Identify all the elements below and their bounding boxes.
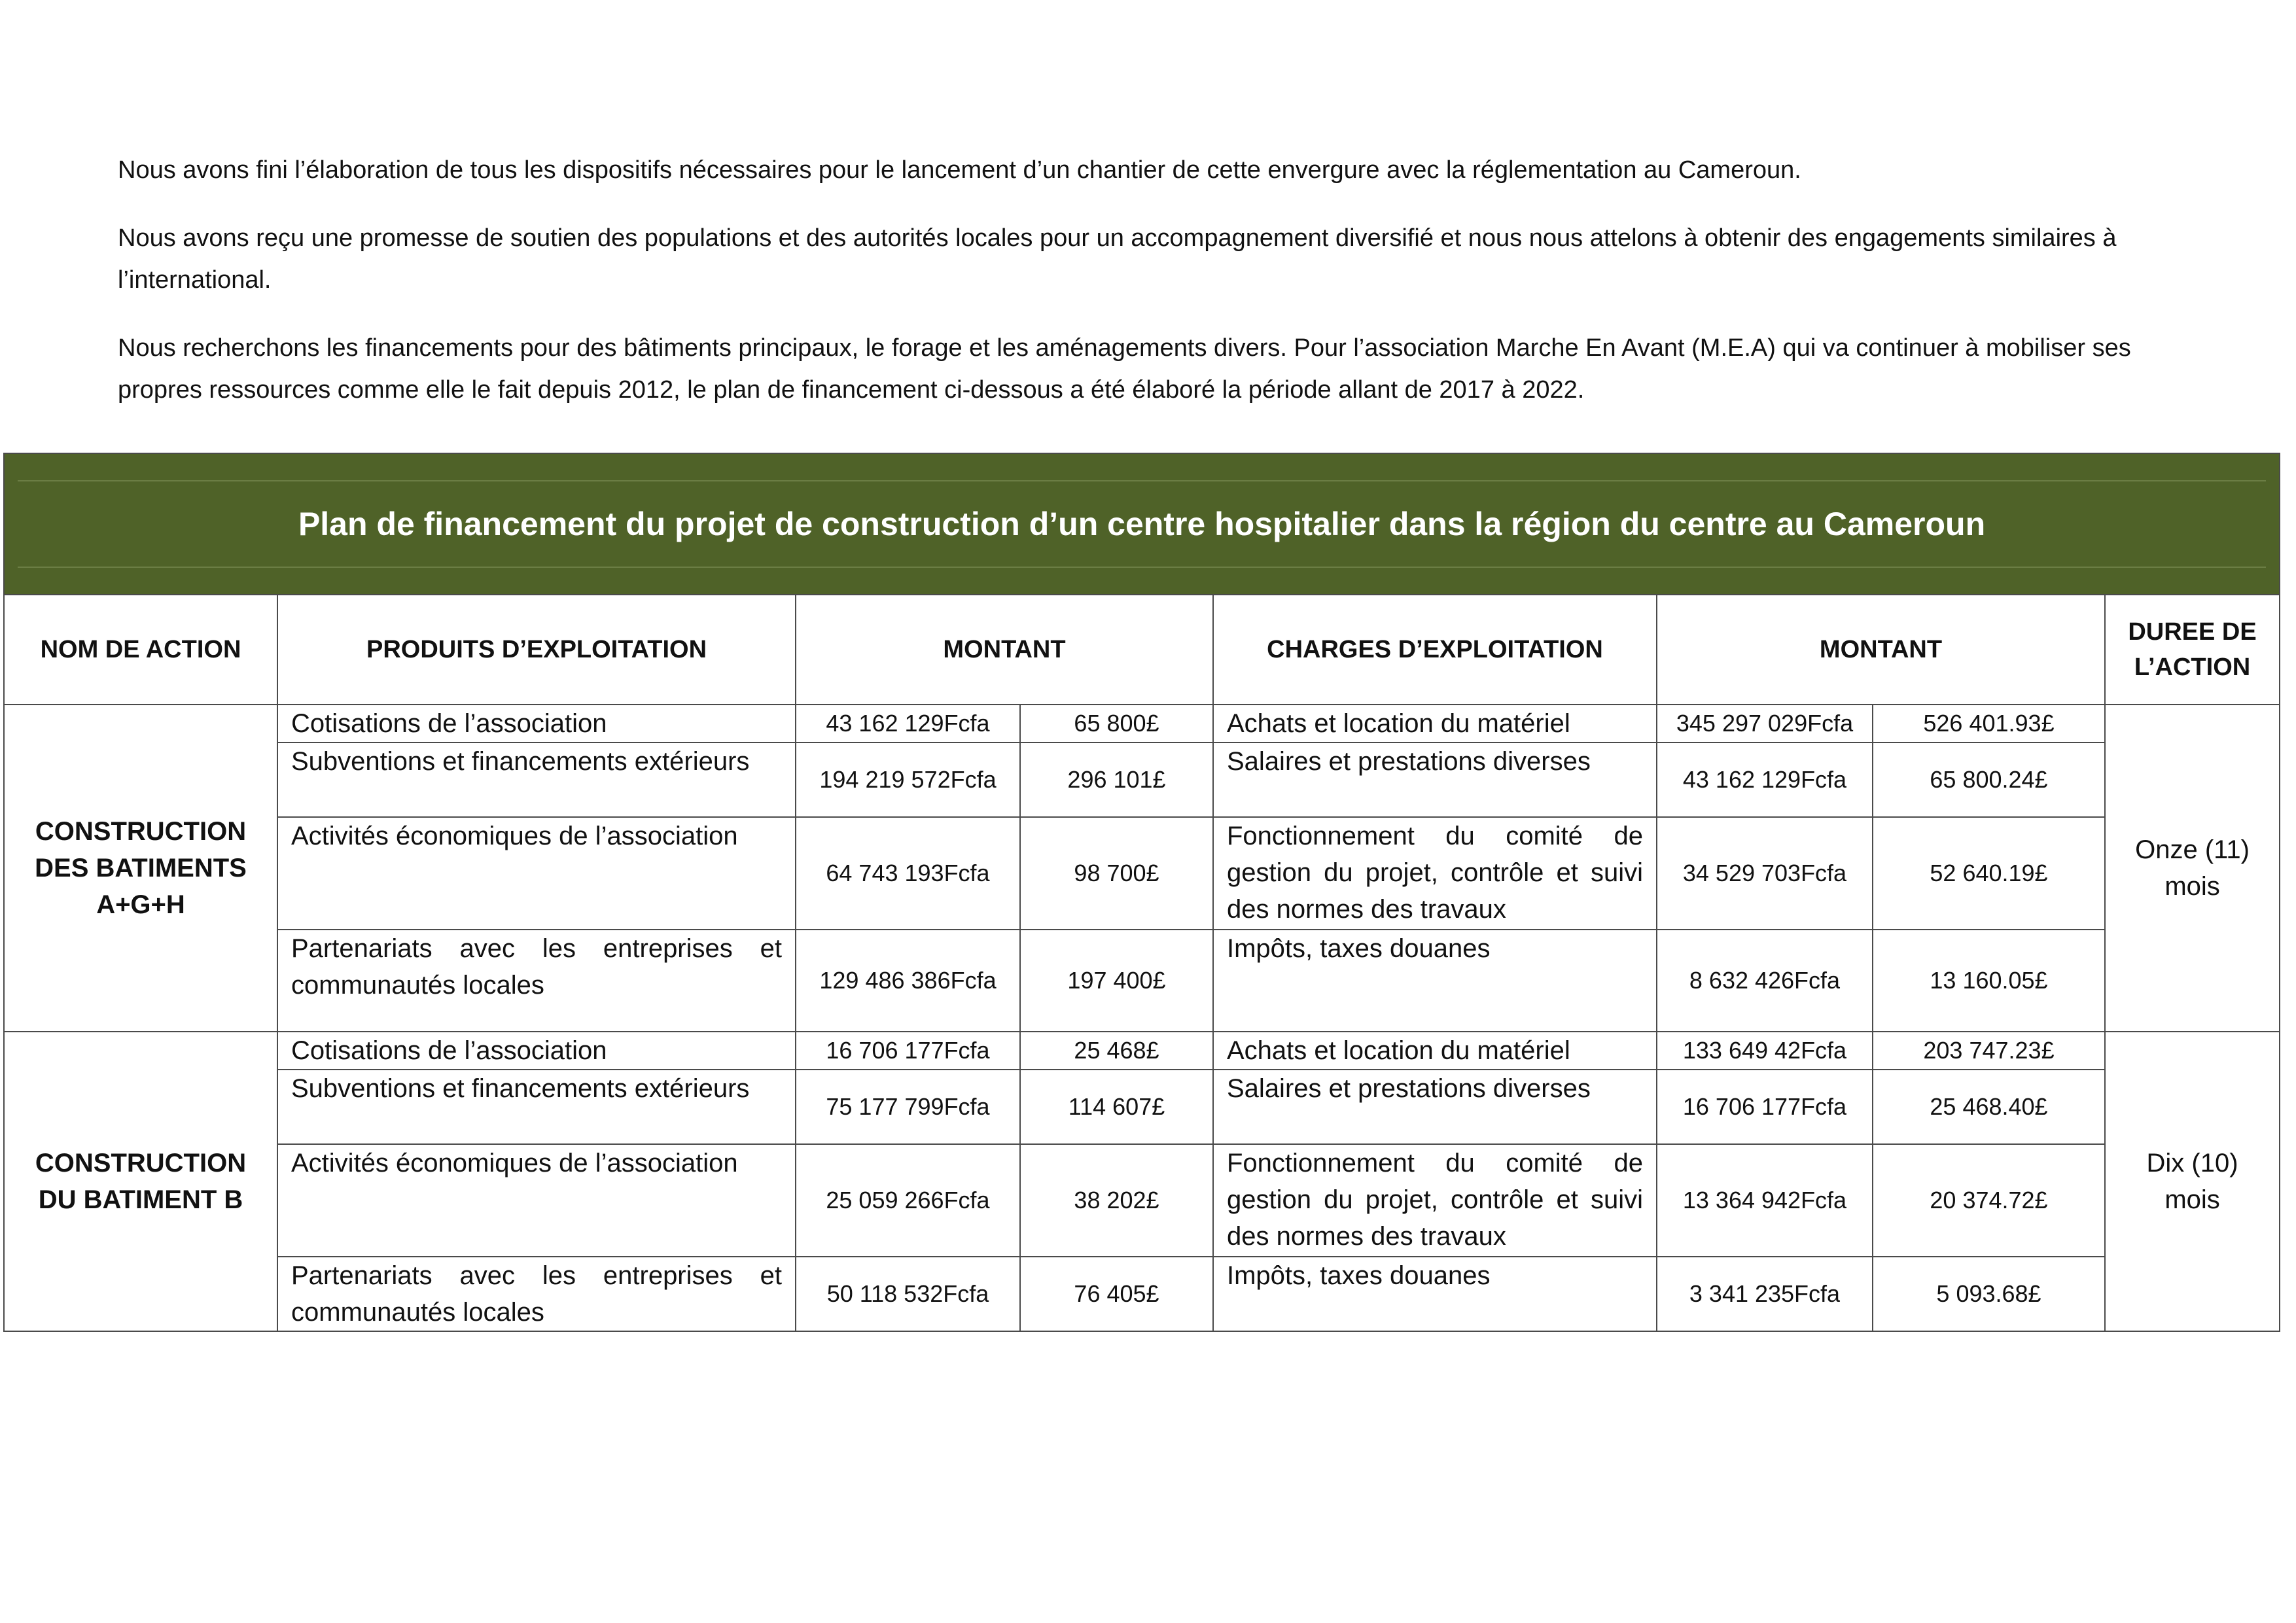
produit-label: Partenariats avec les entreprises et communautés locales <box>277 1257 796 1331</box>
produit-fcfa: 50 118 532Fcfa <box>796 1257 1020 1331</box>
intro-paragraph: Nous recherchons les financements pour des bâtiments principaux, le forage et les aménagements divers. Pour l’association Marche En Avant (M.E.A) qui va continuer à mobiliser ses propres ressources comme elle le fait depuis 2012, le plan de financement ci-dessous a été élaboré la période allant de 2017 à 2022. <box>118 334 2131 404</box>
header-duree: DUREE DE L’ACTION <box>2105 595 2280 705</box>
financing-plan-table <box>3 453 2280 1332</box>
charge-fcfa: 16 706 177Fcfa <box>1657 1070 1873 1144</box>
action-duration: Onze (11) mois <box>2105 705 2280 1032</box>
charge-fcfa: 34 529 703Fcfa <box>1657 817 1873 930</box>
produit-label: Partenariats avec les entreprises et communautés locales <box>277 930 796 1032</box>
charge-fcfa: 3 341 235Fcfa <box>1657 1257 1873 1331</box>
charge-label: Impôts, taxes douanes <box>1213 930 1657 1032</box>
header-montant-produits: MONTANT <box>796 595 1213 705</box>
charge-label: Fonctionnement du comité de gestion du projet, contrôle et suivi des normes des travaux <box>1213 1144 1657 1257</box>
produit-fcfa: 64 743 193Fcfa <box>796 817 1020 930</box>
table-title-cell <box>4 453 2280 595</box>
action-name: CONSTRUCTION DES BATIMENTS A+G+H <box>4 705 277 1032</box>
charge-gbp: 13 160.05£ <box>1873 930 2105 1032</box>
table-row <box>4 1032 2280 1070</box>
charge-fcfa: 8 632 426Fcfa <box>1657 930 1873 1032</box>
charge-label: Fonctionnement du comité de gestion du projet, contrôle et suivi des normes des travaux <box>1213 817 1657 930</box>
table-title: Plan de financement du projet de construction d’un centre hospitalier dans la région du centre au Cameroun <box>18 480 2266 568</box>
table-header-row <box>4 595 2280 705</box>
header-montant-charges: MONTANT <box>1657 595 2105 705</box>
produit-gbp: 197 400£ <box>1020 930 1213 1032</box>
charge-gbp: 65 800.24£ <box>1873 742 2105 817</box>
charge-gbp: 25 468.40£ <box>1873 1070 2105 1144</box>
charge-fcfa: 133 649 42Fcfa <box>1657 1032 1873 1070</box>
charge-fcfa: 43 162 129Fcfa <box>1657 742 1873 817</box>
produit-fcfa: 16 706 177Fcfa <box>796 1032 1020 1070</box>
header-produits: PRODUITS D’EXPLOITATION <box>277 595 796 705</box>
table-row <box>4 742 2280 817</box>
header-charges: CHARGES D’EXPLOITATION <box>1213 595 1657 705</box>
produit-fcfa: 43 162 129Fcfa <box>796 705 1020 742</box>
table-row <box>4 1070 2280 1144</box>
charge-gbp: 5 093.68£ <box>1873 1257 2105 1331</box>
produit-label: Cotisations de l’association <box>277 1032 796 1070</box>
intro-paragraph: Nous avons fini l’élaboration de tous les dispositifs nécessaires pour le lancement d’un chantier de cette envergure avec la réglementation au Cameroun. <box>118 156 1801 184</box>
table-row <box>4 817 2280 930</box>
produit-gbp: 65 800£ <box>1020 705 1213 742</box>
table-row <box>4 1257 2280 1331</box>
action-duration: Dix (10) mois <box>2105 1032 2280 1331</box>
intro-text <box>118 149 2212 437</box>
produit-label: Cotisations de l’association <box>277 705 796 742</box>
charge-gbp: 20 374.72£ <box>1873 1144 2105 1257</box>
intro-paragraph: Nous avons reçu une promesse de soutien des populations et des autorités locales pour un accompagnement diversifié et nous nous attelons à obtenir des engagements similaires à l’international. <box>118 224 2117 294</box>
produit-gbp: 38 202£ <box>1020 1144 1213 1257</box>
charge-label: Achats et location du matériel <box>1213 705 1657 742</box>
produit-gbp: 98 700£ <box>1020 817 1213 930</box>
produit-label: Subventions et financements extérieurs <box>277 1070 796 1144</box>
charge-gbp: 526 401.93£ <box>1873 705 2105 742</box>
charge-gbp: 203 747.23£ <box>1873 1032 2105 1070</box>
table-row <box>4 705 2280 742</box>
table-row <box>4 930 2280 1032</box>
header-action: NOM DE ACTION <box>4 595 277 705</box>
produit-fcfa: 25 059 266Fcfa <box>796 1144 1020 1257</box>
charge-label: Salaires et prestations diverses <box>1213 1070 1657 1144</box>
produit-label: Activités économiques de l’association <box>277 817 796 930</box>
produit-label: Subventions et financements extérieurs <box>277 742 796 817</box>
charge-label: Achats et location du matériel <box>1213 1032 1657 1070</box>
produit-gbp: 25 468£ <box>1020 1032 1213 1070</box>
charge-label: Salaires et prestations diverses <box>1213 742 1657 817</box>
produit-label: Activités économiques de l’association <box>277 1144 796 1257</box>
charge-fcfa: 345 297 029Fcfa <box>1657 705 1873 742</box>
charge-gbp: 52 640.19£ <box>1873 817 2105 930</box>
produit-gbp: 76 405£ <box>1020 1257 1213 1331</box>
produit-fcfa: 75 177 799Fcfa <box>796 1070 1020 1144</box>
produit-fcfa: 129 486 386Fcfa <box>796 930 1020 1032</box>
table-row <box>4 1144 2280 1257</box>
action-name: CONSTRUCTION DU BATIMENT B <box>4 1032 277 1331</box>
produit-gbp: 296 101£ <box>1020 742 1213 817</box>
produit-gbp: 114 607£ <box>1020 1070 1213 1144</box>
produit-fcfa: 194 219 572Fcfa <box>796 742 1020 817</box>
charge-fcfa: 13 364 942Fcfa <box>1657 1144 1873 1257</box>
charge-label: Impôts, taxes douanes <box>1213 1257 1657 1331</box>
